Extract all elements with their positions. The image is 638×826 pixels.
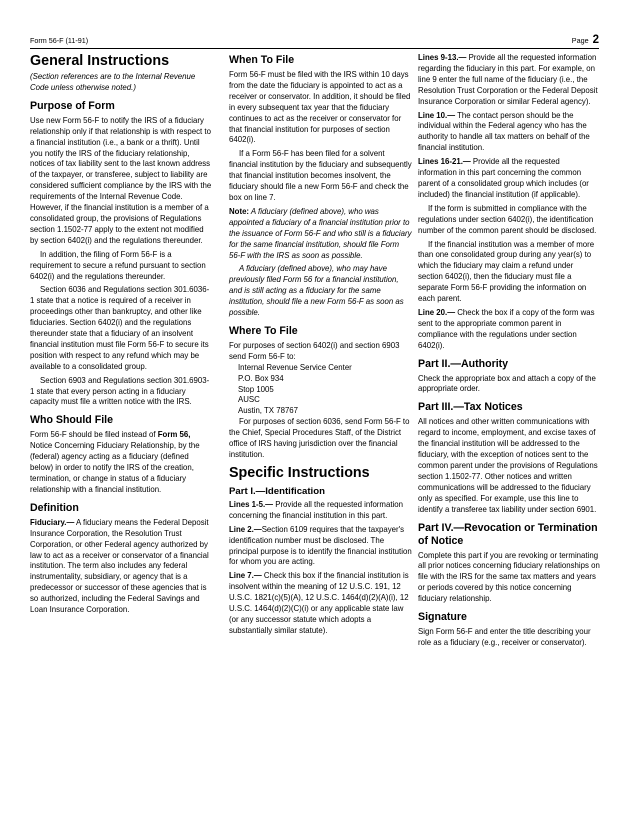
who-text-form56: Form 56, [157, 430, 191, 440]
line-20-text: Check the box if a copy of the form was sent to the appropriate common parent in compliance with the regulations under section 6402(i). [418, 307, 595, 350]
header-rule [30, 48, 599, 49]
specific-instructions-heading: Specific Instructions [229, 464, 370, 481]
lines-9-13-text: Provide all the requested information regarding the fiduciary in this part. For example, on line 9 enter the full name of the fiduciary (i.e., the Resolution Trust Corporation or the Federal Deposit Insurance Corporation or similar Federal agency). [418, 53, 598, 106]
lines-9-13-paragraph [418, 53, 600, 108]
lines-1-5-label: Lines 1-5.— [229, 499, 274, 509]
where-to-file-heading: Where To File [229, 324, 298, 337]
purpose-paragraph-4: Section 6903 and Regulations section 301.6903-1 state that every person acting in a fiduciary capacity must file a written notice with the IRS. [30, 375, 210, 407]
note-label: Note: [229, 206, 250, 216]
signature-paragraph: Sign Form 56-F and enter the title describing your role as a fiduciary (e.g., receiver or conservator). [418, 627, 591, 647]
line-20-label: Line 20.— [418, 307, 456, 317]
page-number-label [572, 34, 599, 46]
line-10-label: Line 10.— [418, 110, 456, 120]
definition-term: Fiduciary.— [30, 517, 75, 527]
when-paragraph-2: If a Form 56-F has been filed for a solvent financial institution by the fiduciary and subsequently that financial institution becomes insolvent, the fiduciary should file a new Form 56-F and check the box on line 7. [229, 149, 412, 202]
irs-address [229, 363, 412, 418]
line-7-paragraph [229, 571, 412, 636]
who-text-c: Notice Concerning Fiduciary Relationship, by the (federal) agency acting as a fiduciary (defined below) in order to notify the IRS of the creation, termination, or change in status of a fiduciary relationship with a financial institution. [30, 441, 200, 494]
lines-9-13-label: Lines 9-13.— [418, 53, 467, 62]
definition-heading: Definition [30, 501, 79, 514]
signature-heading: Signature [418, 611, 467, 624]
line-2-text: Section 6109 requires that the taxpayer's identification number must be disclosed. The principal purpose is to identify the financial institution for whom you are acting. [229, 524, 412, 567]
page-header [30, 34, 599, 48]
when-paragraph-1: Form 56-F must be filed with the IRS within 10 days from the date the fiduciary is appointed to act as a receiver or conservator. In addition, it should be filed in every subsequent tax year that the fiduciary continues to act as the receiver or conservator for that financial institution for purposes of section 6402(i). [229, 70, 411, 145]
address-line: P.O. Box 934 [238, 373, 284, 383]
address-line: Internal Revenue Service Center [238, 362, 352, 372]
part2-heading: Part II.—Authority [418, 357, 509, 370]
line-10-text: The contact person should be the individual within the Federal agency who has the authority to handle all tax matters on behalf of the financial institution. [418, 110, 590, 153]
section-reference-note: (Section references are to the Internal Revenue Code unless otherwise noted.) [30, 72, 196, 92]
lines-16-21-paragraph [418, 157, 600, 201]
definition-text: A fiduciary means the Federal Deposit Insurance Corporation, the Resolution Trust Corporation, or other Federal agency authorized by law to act as a receiver or conservator of a financial institution. The term also includes any federal instrumentality, subsidiary, or agency that is a predecessor or successor of these agencies that is so authorized, including the Federal Savings and Loan Insurance Corporation. [30, 517, 209, 615]
note-paragraph [229, 207, 412, 262]
line-10-paragraph [418, 111, 600, 155]
part2-paragraph: Check the appropriate box and attach a copy of the appropriate order. [418, 373, 596, 394]
lines-16-21-paragraph-3: If the financial institution was a member of more than one consolidated group during any year(s) to which the fiduciary may claim a refund under section 6402(i), then the fiduciary must file a separate Form 56-F providing the information on each parent. [418, 239, 595, 304]
part3-heading: Part III.—Tax Notices [418, 401, 523, 414]
part4-paragraph: Complete this part if you are revoking or terminating all prior notices concerning fiduciary relationships on file with the IRS for the same tax matters and years or periods covered by this notice concerning fiduciary relationship. [418, 550, 600, 604]
line-7-label: Line 7.— [229, 571, 262, 581]
line-20-paragraph [418, 308, 600, 352]
column-middle [229, 53, 412, 640]
address-line: AUSC [238, 395, 260, 405]
where-paragraph-1: For purposes of section 6402(i) and section 6903 send Form 56-F to: [229, 340, 400, 361]
address-line: Austin, TX 78767 [238, 406, 299, 416]
line-7-text: Check this box if the financial institution is insolvent within the meaning of 12 U.S.C. 191, 12 U.S.C. 1821(c)(5)(A), 12 U.S.C. 1464(d)(2)(A)(i), 12 U.S.C. 1464(d)(2)(C)(i) or any applicable state law (or any successor statute which adopts a substantially similar statute). [229, 571, 409, 635]
column-left [30, 53, 213, 619]
lines-16-21-text: Provide all the requested information in this part concerning the common parent of a consolidated group which includes (or included) the financial institution (if applicable). [418, 157, 589, 199]
line-2-label: Line 2.— [229, 524, 262, 534]
column-right [418, 53, 600, 652]
purpose-paragraph-3: Section 6036 and Regulations section 301.6036-1 state that a notice is required of a receiver in proceedings other than bankruptcy, and other like fiduciaries. Section 6402(i) and the regulations thereunder state that a fiduciary of an insolvent financial institution must file Form 56-F to secure its position with respect to any refund which may be available to a consolidated group. [30, 285, 210, 371]
general-instructions-heading: General Instructions [30, 53, 170, 69]
part3-paragraph: All notices and other written communications with regard to income, employment, and excise taxes of the financial institution will be addressed to the fiduciary, with the exception of notices sent to the common parent under the provisions of Regulations section 1.1502-77. Other notices and written communications will be addressed to the fiduciary only as specified. For example, use this line to identify a transferee tax liability under section 6901. [418, 417, 598, 514]
lines-1-5-text: Provide all the requested information concerning the financial institution in this part. [229, 499, 403, 520]
address-line: Stop 1005 [238, 384, 274, 394]
page-number: 2 [592, 34, 599, 46]
line-2-paragraph [229, 525, 412, 569]
lines-16-21-paragraph-2: If the form is submitted in compliance with the regulations under section 6402(i), the identification number of the common parent should be disclosed. [418, 203, 597, 235]
lines-16-21-label: Lines 16-21.— [418, 157, 471, 167]
purpose-paragraph-1: Use new Form 56-F to notify the IRS of a fiduciary relationship only if that relationship is with respect to a financial institution (i.e., a bank or a thrift). Until you notify the IRS of the fiduciary relationship, notices of tax liability sent to the last known address of the taxpayer, or transferee, subject to liability are considered sufficient compliance by the IRS with the requirements of the Internal Revenue Code. However, if the financial institution is a member of a consolidated group, the provisions of Regulations section 1.1502-77 apply to the extent not modified by section 6402(i) and the regulations thereunder. [30, 115, 212, 245]
when-to-file-heading: When To File [229, 54, 295, 66]
definition-paragraph [30, 518, 213, 616]
part1-heading: Part I.—Identification [229, 485, 325, 497]
note-paragraph-2: A fiduciary (defined above), who may have previously filed Form 56 for a financial institution, and is still acting as a fiduciary for the same institution, should file a new Form 56-F as soon as possible. [229, 264, 404, 318]
where-paragraph-2: For purposes of section 6036, send Form 56-F to the Chief, Special Procedures Staff, of the District office of IRS having jurisdiction over the financial institution. [229, 417, 410, 459]
who-text-a: Form 56-F should be filed instead of [30, 430, 158, 440]
purpose-heading: Purpose of Form [30, 99, 115, 112]
who-should-file-paragraph [30, 430, 213, 495]
note-text: A fiduciary (defined above), who was appointed a fiduciary of a financial institution prior to the issuance of Form 56-F and who still is a fiduciary for the same financial institution, should file Form 56-F with the IRS as soon as possible. [229, 206, 412, 260]
form-identifier: Form 56-F (11-91) [30, 36, 89, 45]
who-should-file-heading: Who Should File [30, 414, 113, 427]
part4-heading: Part IV.—Revocation or Termination of Notice [418, 521, 598, 547]
purpose-paragraph-2: In addition, the filing of Form 56-F is a requirement to secure a refund pursuant to section 6402(i) and the regulations thereunder. [30, 249, 206, 281]
page-label: Page [571, 36, 589, 45]
lines-1-5-paragraph [229, 500, 412, 522]
